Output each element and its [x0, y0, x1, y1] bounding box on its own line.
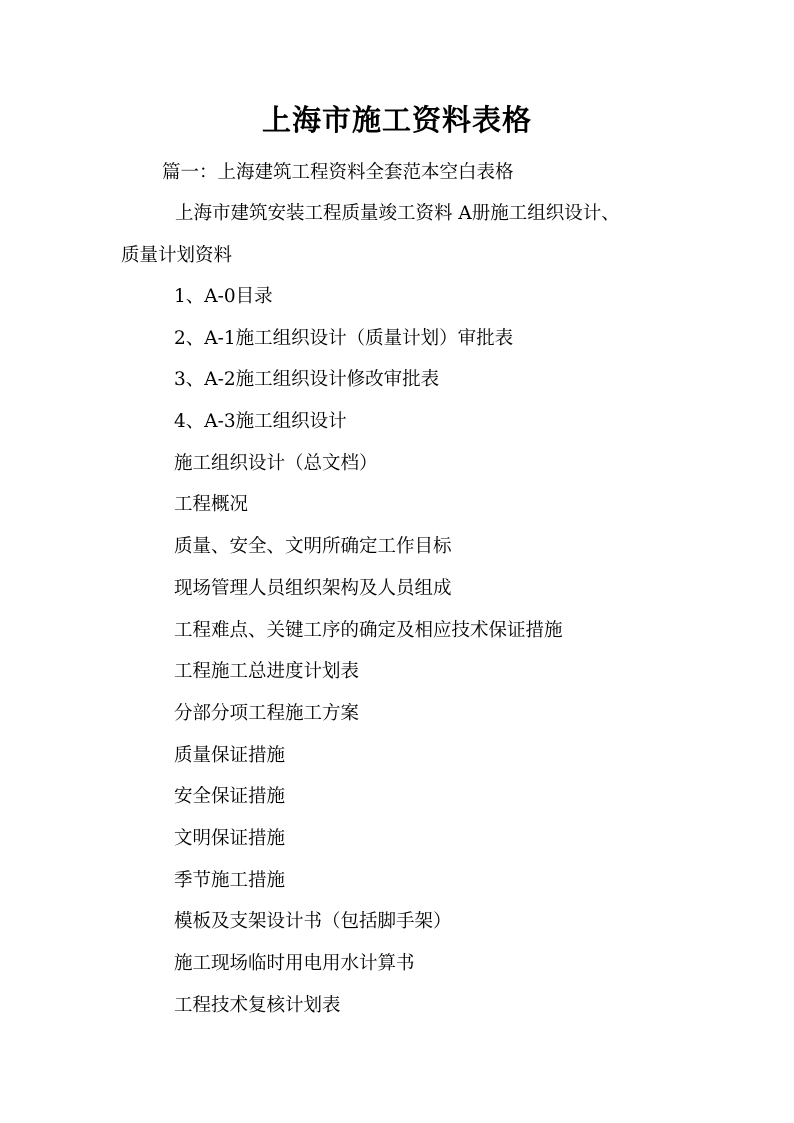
list-item: 质量保证措施 [174, 744, 286, 766]
list-item: 施工组织设计（总文档） [174, 452, 378, 474]
list-item: 3、A-2施工组织设计修改审批表 [174, 369, 440, 391]
page-title: 上海市施工资料表格 [261, 103, 532, 137]
intro-paragraph-line-2: 质量计划资料 [121, 245, 233, 266]
list-item: 施工现场临时用电用水计算书 [174, 953, 415, 974]
list-item: 工程概况 [174, 494, 249, 516]
intro-paragraph-line-1: 上海市建筑安装工程质量竣工资料 A册施工组织设计、 [175, 203, 620, 224]
content-list [174, 284, 563, 1034]
list-item: 工程施工总进度计划表 [174, 661, 360, 683]
list-item: 模板及支架设计书（包括脚手架） [174, 911, 452, 933]
list-item: 文明保证措施 [174, 827, 286, 849]
list-item: 1、A-0目录 [174, 286, 273, 307]
list-item: 2、A-1施工组织设计（质量计划）审批表 [174, 327, 514, 349]
list-item: 工程技术复核计划表 [174, 994, 341, 1016]
list-item: 工程难点、关键工序的确定及相应技术保证措施 [174, 619, 563, 641]
section-heading: 篇一：上海建筑工程资料全套范本空白表格 [162, 162, 514, 183]
list-item: 安全保证措施 [174, 786, 286, 808]
list-item: 现场管理人员组织架构及人员组成 [174, 577, 452, 599]
list-item: 分部分项工程施工方案 [174, 702, 360, 724]
list-item: 4、A-3施工组织设计 [174, 411, 347, 433]
list-item: 季节施工措施 [174, 869, 286, 891]
list-item: 质量、安全、文明所确定工作目标 [174, 536, 452, 558]
